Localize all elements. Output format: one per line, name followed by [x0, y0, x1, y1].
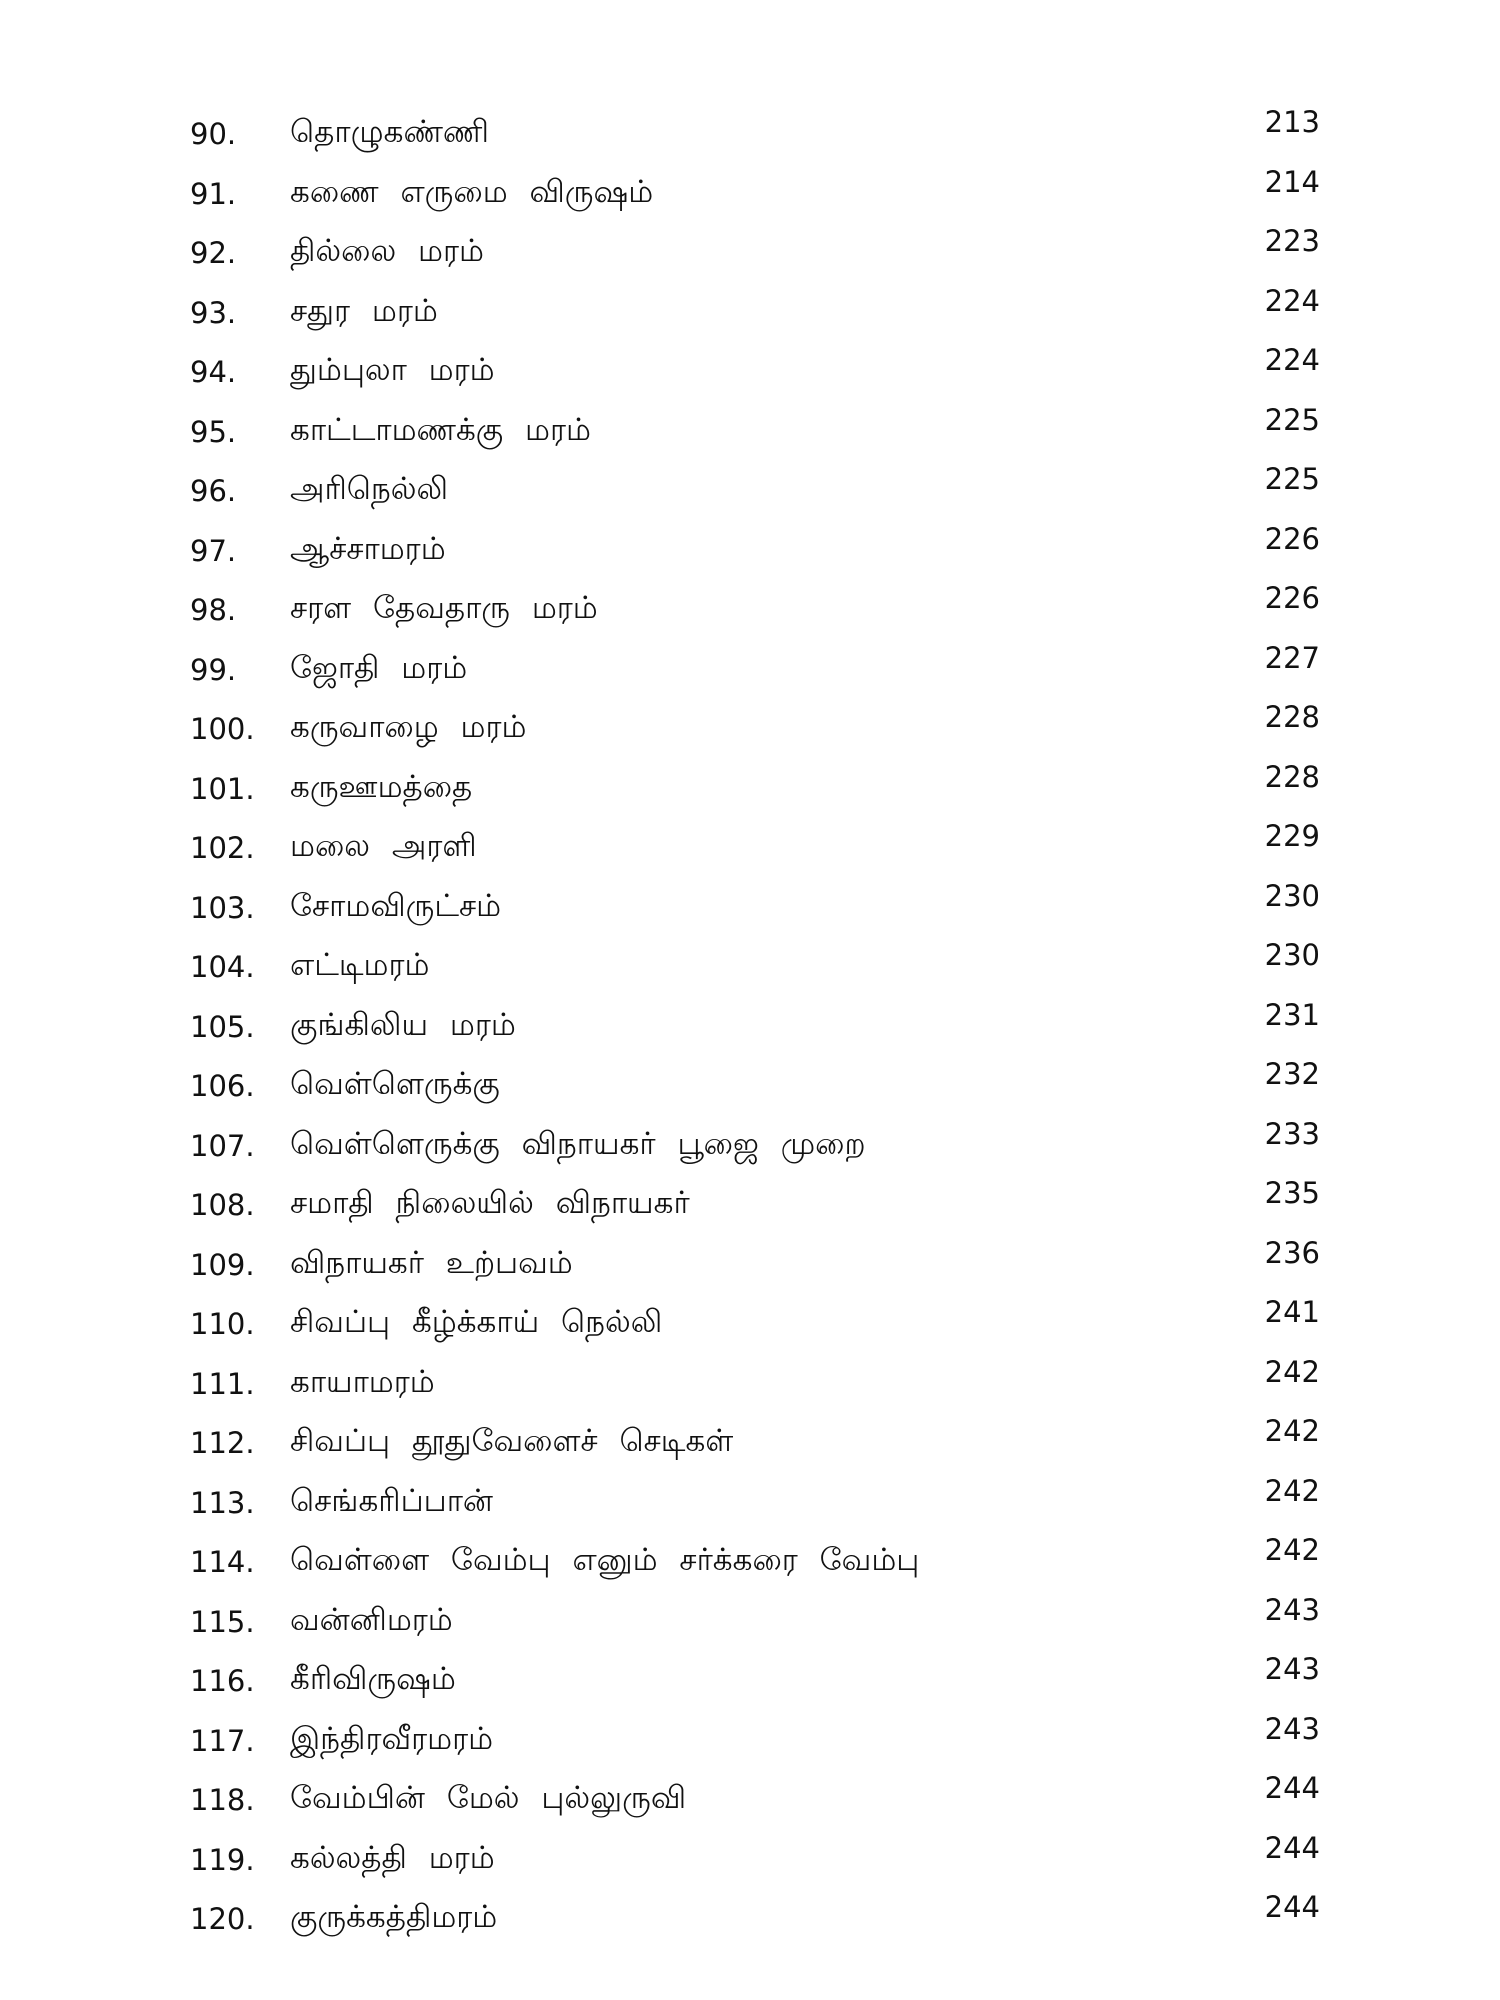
entry-title: குங்கிலிய மரம்: [290, 1006, 516, 1043]
entry-number: 115.: [190, 1604, 255, 1639]
entry-title: எட்டிமரம்: [290, 947, 430, 983]
entry-page-number: 233: [1264, 1116, 1320, 1151]
toc-entry: [190, 1528, 1320, 1588]
toc-entry: [190, 457, 1320, 517]
entry-page-number: 242: [1264, 1414, 1320, 1448]
entry-title: தும்புலா மரம்: [290, 352, 495, 388]
toc-entry: [190, 874, 1320, 934]
toc-entry: [190, 1826, 1320, 1886]
toc-entry: [190, 1647, 1320, 1707]
entry-title: வேம்பின் மேல் புல்லுருவி: [290, 1780, 687, 1816]
entry-number: 107.: [190, 1128, 255, 1163]
entry-page-number: 224: [1264, 343, 1320, 377]
entry-title: தொழுகண்ணி: [290, 114, 490, 150]
toc-entry: [190, 1350, 1320, 1410]
entry-page-number: 244: [1264, 1830, 1320, 1865]
entry-page-number: 243: [1264, 1652, 1320, 1686]
entry-page-number: 229: [1264, 819, 1320, 853]
entry-page-number: 226: [1264, 521, 1320, 556]
entry-number: 118.: [190, 1783, 255, 1817]
entry-page-number: 223: [1264, 224, 1320, 258]
entry-number: 116.: [190, 1664, 255, 1698]
entry-number: 101.: [190, 771, 255, 806]
entry-title: காயாமரம்: [290, 1363, 435, 1400]
entry-number: 97.: [190, 533, 237, 568]
entry-number: 95.: [190, 414, 237, 449]
toc-entry: [190, 1231, 1320, 1291]
toc-entry: [190, 219, 1320, 279]
toc-entry: [190, 576, 1320, 636]
entry-title: வெள்ளெருக்கு விநாயகர் பூஜை முறை: [290, 1125, 866, 1162]
toc-entry: [190, 1469, 1320, 1529]
entry-title: தில்லை மரம்: [290, 233, 484, 269]
entry-title: சிவப்பு கீழ்க்காய் நெல்லி: [290, 1304, 663, 1340]
entry-title: ஆச்சாமரம்: [290, 530, 446, 567]
entry-page-number: 244: [1264, 1771, 1320, 1805]
entry-title: ஜோதி மரம்: [290, 649, 468, 686]
entry-page-number: 228: [1264, 700, 1320, 734]
toc-entry: [190, 279, 1320, 339]
toc-entry: [190, 100, 1320, 160]
entry-page-number: 224: [1264, 283, 1320, 318]
toc-entry: [190, 1052, 1320, 1112]
entry-number: 110.: [190, 1307, 255, 1341]
toc-entry: [190, 814, 1320, 874]
entry-number: 113.: [190, 1485, 255, 1520]
entry-page-number: 241: [1264, 1295, 1320, 1329]
entry-title: கணை எருமை விருஷம்: [290, 173, 654, 210]
entry-title: சோமவிருட்சம்: [290, 887, 502, 924]
entry-number: 105.: [190, 1009, 255, 1044]
entry-page-number: 228: [1264, 759, 1320, 794]
toc-entry: [190, 1588, 1320, 1648]
entry-number: 103.: [190, 890, 255, 925]
entry-number: 94.: [190, 355, 237, 389]
toc-entry: [190, 1766, 1320, 1826]
entry-title: சிவப்பு தூதுவேளைச் செடிகள்: [290, 1423, 734, 1459]
entry-page-number: 214: [1264, 164, 1320, 199]
entry-title: இந்திரவீரமரம்: [290, 1720, 494, 1757]
entry-number: 99.: [190, 652, 237, 687]
toc-entry: [190, 160, 1320, 220]
entry-page-number: 243: [1264, 1592, 1320, 1627]
entry-title: சதுர மரம்: [290, 292, 438, 329]
entry-number: 120.: [190, 1902, 255, 1936]
entry-title: வெள்ளெருக்கு: [290, 1066, 500, 1102]
entry-number: 114.: [190, 1545, 255, 1579]
entry-number: 90.: [190, 117, 237, 151]
entry-page-number: 230: [1264, 938, 1320, 972]
entry-number: 100.: [190, 712, 255, 746]
entry-page-number: 243: [1264, 1711, 1320, 1746]
entry-number: 93.: [190, 295, 237, 330]
toc-entry: [190, 636, 1320, 696]
toc-entry: [190, 1290, 1320, 1350]
entry-number: 108.: [190, 1188, 255, 1222]
entry-title: செங்கரிப்பான்: [290, 1482, 493, 1519]
entry-page-number: 232: [1264, 1057, 1320, 1091]
entry-number: 92.: [190, 236, 237, 270]
entry-number: 111.: [190, 1366, 255, 1401]
entry-number: 109.: [190, 1247, 255, 1282]
entry-number: 91.: [190, 176, 237, 211]
entry-title: கல்லத்தி மரம்: [290, 1839, 495, 1876]
entry-number: 104.: [190, 950, 255, 984]
toc-entry: [190, 755, 1320, 815]
entry-number: 119.: [190, 1842, 255, 1877]
entry-title: குருக்கத்திமரம்: [290, 1899, 498, 1935]
entry-title: கருவாழை மரம்: [290, 709, 527, 745]
entry-title: வன்னிமரம்: [290, 1601, 453, 1638]
toc-entry: [190, 517, 1320, 577]
entry-page-number: 235: [1264, 1176, 1320, 1210]
entry-number: 102.: [190, 831, 255, 865]
entry-title: வெள்ளை வேம்பு எனும் சர்க்கரை வேம்பு: [290, 1542, 920, 1578]
toc-entry: [190, 1171, 1320, 1231]
entry-title: சரள தேவதாரு மரம்: [290, 590, 598, 626]
toc-entry: [190, 1409, 1320, 1469]
toc-entry: [190, 933, 1320, 993]
entry-page-number: 226: [1264, 581, 1320, 615]
entry-page-number: 242: [1264, 1354, 1320, 1389]
toc-entry: [190, 695, 1320, 755]
entry-title: கருஊமத்தை: [290, 768, 473, 805]
toc-entry: [190, 1885, 1320, 1945]
entry-page-number: 230: [1264, 878, 1320, 913]
entry-title: காட்டாமணக்கு மரம்: [290, 411, 591, 448]
entry-title: அரிநெல்லி: [290, 471, 449, 507]
entry-number: 117.: [190, 1723, 255, 1758]
entry-title: மலை அரளி: [290, 828, 477, 864]
toc-entry: [190, 993, 1320, 1053]
entry-page-number: 225: [1264, 402, 1320, 437]
entry-number: 96.: [190, 474, 237, 508]
entry-page-number: 242: [1264, 1473, 1320, 1508]
toc-entry: [190, 338, 1320, 398]
entry-page-number: 213: [1264, 105, 1320, 139]
table-of-contents: [190, 100, 1320, 1945]
entry-page-number: 225: [1264, 462, 1320, 496]
entry-title: சமாதி நிலையில் விநாயகர்: [290, 1185, 690, 1221]
entry-page-number: 236: [1264, 1235, 1320, 1270]
entry-title: கீரிவிருஷம்: [290, 1661, 456, 1697]
entry-number: 112.: [190, 1426, 255, 1460]
toc-entry: [190, 1707, 1320, 1767]
toc-entry: [190, 1112, 1320, 1172]
entry-page-number: 244: [1264, 1890, 1320, 1924]
entry-page-number: 242: [1264, 1533, 1320, 1567]
entry-page-number: 231: [1264, 997, 1320, 1032]
entry-number: 106.: [190, 1069, 255, 1103]
entry-number: 98.: [190, 593, 237, 627]
toc-entry: [190, 398, 1320, 458]
entry-title: விநாயகர் உற்பவம்: [290, 1244, 573, 1281]
entry-page-number: 227: [1264, 640, 1320, 675]
